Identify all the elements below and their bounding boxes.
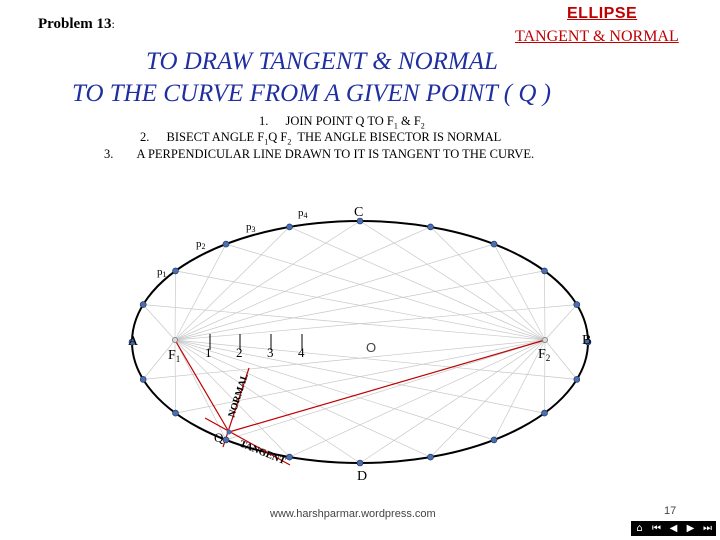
label-p3: p3 [246, 221, 256, 234]
tangent-label: TANGENT [237, 438, 288, 468]
label-p1: p1 [157, 266, 167, 279]
ellipse-point [140, 302, 146, 308]
step-1-mid: & F [397, 114, 421, 128]
normal-label: NORMAL [226, 372, 251, 419]
footer-url: www.harshparmar.wordpress.com [270, 508, 436, 520]
construction-line [175, 244, 226, 340]
ellipse-point [428, 454, 434, 460]
step-1-sub1: 1 [393, 121, 398, 131]
focus-f2-marker [543, 338, 548, 343]
construction-line [360, 221, 545, 340]
label-d: D [357, 469, 368, 484]
ellipse-point [491, 241, 497, 247]
point-q-marker [227, 430, 232, 435]
ellipse-point [223, 241, 229, 247]
next-icon[interactable]: ▶ [682, 521, 699, 536]
step-3-text: A PERPENDICULAR LINE DRAWN TO IT IS TANGENT TO THE CURVE. [136, 147, 535, 161]
topic-subtitle: TANGENT & NORMAL [515, 28, 679, 45]
step-2-sub2: 2 [287, 137, 292, 147]
prev-icon[interactable]: ◀ [665, 521, 682, 536]
ellipse-point [491, 437, 497, 443]
label-p2: p2 [196, 238, 206, 251]
label-q: Q [214, 430, 224, 445]
construction-line [290, 340, 545, 457]
label-c: C [354, 205, 364, 220]
step-2-number: 2. [140, 130, 150, 144]
step-1-sub2: 2 [420, 121, 425, 131]
ellipse-point [574, 376, 580, 382]
construction-line [143, 305, 175, 340]
first-icon[interactable]: ⏮ [648, 521, 665, 536]
division-label-2: 2 [236, 345, 243, 360]
ellipse-point [574, 302, 580, 308]
construction-line [545, 305, 577, 340]
ellipse-point [287, 224, 293, 230]
title-line-2: TO THE CURVE FROM A GIVEN POINT ( Q ) [72, 80, 551, 107]
ellipse-point [357, 460, 363, 466]
division-label-4: 4 [298, 345, 305, 360]
step-2-text: BISECT ANGLE F [166, 130, 265, 144]
home-icon[interactable]: ⌂ [631, 521, 648, 536]
construction-line [494, 244, 545, 340]
construction-line [290, 227, 545, 340]
step-2-sub1: 1 [264, 137, 269, 147]
construction-line [175, 271, 176, 340]
focus-markers [173, 338, 548, 343]
ellipse-point [287, 454, 293, 460]
step-1-text: JOIN POINT Q TO F [285, 114, 394, 128]
title-line-1: TO DRAW TANGENT & NORMAL [146, 48, 498, 75]
ellipse-point [140, 376, 146, 382]
construction-line [175, 227, 430, 340]
construction-line [544, 271, 545, 340]
label-b: B [582, 333, 592, 348]
step-3-number: 3. [104, 147, 114, 161]
construction-line [226, 340, 545, 440]
division-label-3: 3 [267, 345, 274, 360]
construction-lines [143, 221, 577, 463]
label-f1: $F_1$ [168, 348, 181, 364]
label-f2: $F_2$ [538, 347, 551, 363]
label-a: A [128, 334, 139, 349]
ellipse-point [542, 410, 548, 416]
division-label-1: 1 [205, 345, 212, 360]
problem-colon: : [111, 17, 115, 31]
ellipse-point [173, 268, 179, 274]
ellipse-curve [132, 221, 588, 463]
label-o: O [366, 340, 377, 355]
ellipse-point [428, 224, 434, 230]
step-2-mid: Q F [268, 130, 288, 144]
ellipse-point [542, 268, 548, 274]
line-q-f2 [229, 340, 545, 432]
ellipse-point [223, 437, 229, 443]
step-1-number: 1. [259, 114, 269, 128]
last-icon[interactable]: ⏭ [699, 521, 716, 536]
problem-label: Problem 13 [38, 16, 112, 32]
page-number: 17 [664, 505, 677, 517]
construction-line [175, 340, 494, 440]
step-2-tail: THE ANGLE BISECTOR IS NORMAL [291, 130, 502, 144]
ellipse-point [173, 410, 179, 416]
topic-title: ELLIPSE [567, 5, 638, 22]
construction-line [175, 221, 360, 340]
label-p4: p4 [298, 207, 308, 220]
construction-line [430, 340, 545, 457]
focus-f1-marker [173, 338, 178, 343]
